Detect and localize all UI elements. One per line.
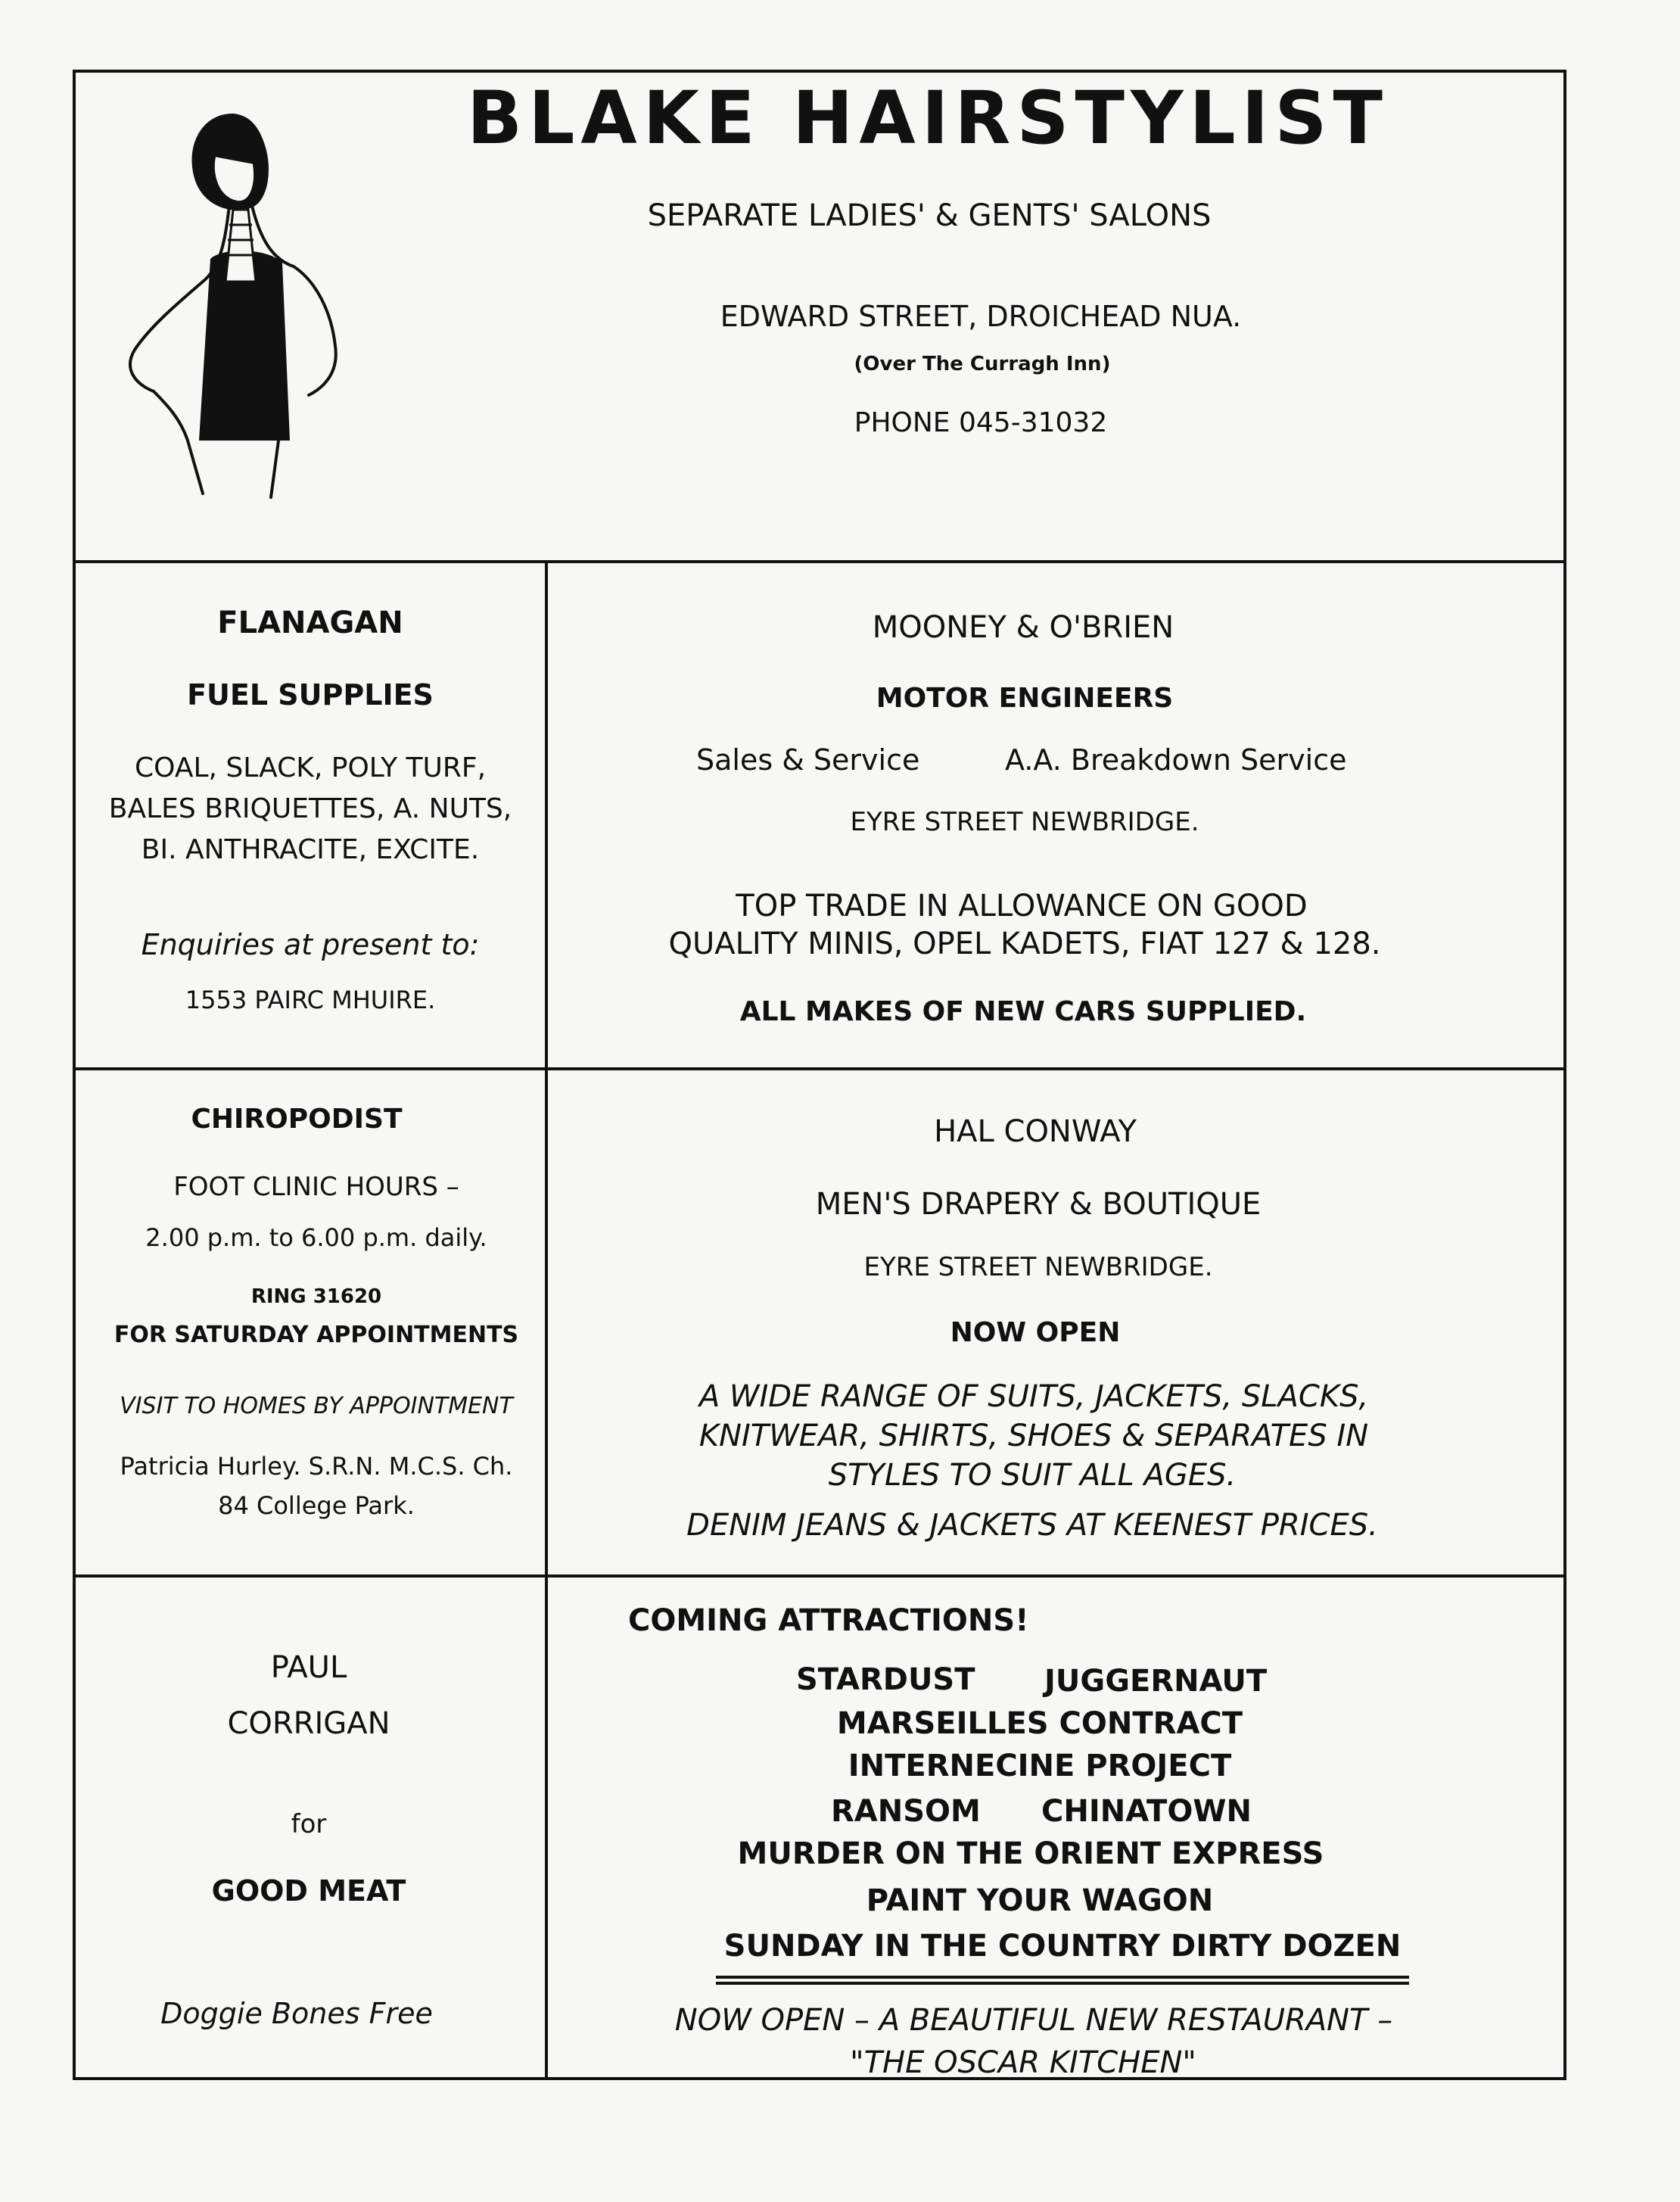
flanagan-products-2: BALES BRIQUETTES, A. NUTS,	[108, 793, 512, 824]
mooney-business: MOTOR ENGINEERS	[876, 683, 1174, 714]
corrigan-first: PAUL	[270, 1650, 347, 1685]
chiropodist-title: CHIROPODIST	[191, 1104, 403, 1135]
attractions-heading: COMING ATTRACTIONS!	[628, 1603, 1029, 1638]
attractions-wagon: PAINT YOUR WAGON	[866, 1883, 1214, 1918]
chiropodist-saturday: FOR SATURDAY APPOINTMENTS	[114, 1322, 519, 1348]
chiropodist-visits: VISIT TO HOMES BY APPOINTMENT	[120, 1393, 513, 1419]
blake-address: EDWARD STREET, DROICHEAD NUA.	[720, 300, 1242, 333]
flanagan-products-1: COAL, SLACK, POLY TURF,	[134, 752, 487, 783]
halconway-range-2: KNITWEAR, SHIRTS, SHOES & SEPARATES IN	[698, 1419, 1369, 1453]
blake-subtitle: SEPARATE LADIES' & GENTS' SALONS	[647, 198, 1212, 233]
attractions-restaurant: NOW OPEN – A BEAUTIFUL NEW RESTAURANT –	[674, 2003, 1393, 2038]
blake-note: (Over The Curragh Inn)	[854, 353, 1111, 375]
corrigan-bones: Doggie Bones Free	[160, 1997, 433, 2030]
attractions-internecine: INTERNECINE PROJECT	[848, 1749, 1232, 1783]
mooney-offer-1: TOP TRADE IN ALLOWANCE ON GOOD	[736, 889, 1308, 923]
halconway-address: EYRE STREET NEWBRIDGE.	[863, 1252, 1213, 1282]
divider-vertical	[545, 560, 548, 2080]
attractions-double-rule	[716, 1976, 1409, 1985]
chiropodist-name: Patricia Hurley. S.R.N. M.C.S. Ch.	[120, 1452, 513, 1481]
blake-title: BLAKE HAIRSTYLIST	[467, 76, 1389, 160]
divider-row3	[73, 1574, 1566, 1578]
mooney-offer-2: QUALITY MINIS, OPEL KADETS, FIAT 127 & 128.	[668, 927, 1381, 961]
attractions-chinatown: CHINATOWN	[1041, 1794, 1252, 1829]
halconway-range-3: STYLES TO SUIT ALL AGES.	[828, 1458, 1237, 1493]
mooney-supply: ALL MAKES OF NEW CARS SUPPLIED.	[739, 996, 1307, 1027]
chiropodist-hours: 2.00 p.m. to 6.00 p.m. daily.	[145, 1223, 487, 1252]
corrigan-for: for	[291, 1809, 327, 1839]
mooney-name: MOONEY & O'BRIEN	[872, 610, 1174, 645]
attractions-marseilles: MARSEILLES CONTRACT	[836, 1706, 1243, 1741]
flanagan-enquiries: Enquiries at present to:	[141, 928, 480, 961]
attractions-orient: MURDER ON THE ORIENT EXPRESS	[737, 1836, 1324, 1871]
attractions-ransom: RANSOM	[831, 1794, 981, 1829]
halconway-name: HAL CONWAY	[934, 1114, 1137, 1149]
mooney-sales: Sales & Service	[696, 743, 920, 777]
halconway-status: NOW OPEN	[950, 1317, 1121, 1348]
woman-illustration	[89, 85, 362, 509]
halconway-denim: DENIM JEANS & JACKETS AT KEENEST PRICES.	[686, 1508, 1378, 1543]
flanagan-name: FLANAGAN	[217, 606, 403, 640]
attractions-stardust: STARDUST	[796, 1662, 975, 1697]
attractions-sunday: SUNDAY IN THE COUNTRY DIRTY DOZEN	[723, 1929, 1402, 1964]
attractions-restaurant-name: "THE OSCAR KITCHEN"	[850, 2045, 1196, 2080]
halconway-business: MEN'S DRAPERY & BOUTIQUE	[815, 1187, 1262, 1222]
flanagan-business: FUEL SUPPLIES	[187, 678, 434, 712]
halconway-range-1: A WIDE RANGE OF SUITS, JACKETS, SLACKS,	[698, 1379, 1369, 1414]
divider-top	[73, 560, 1566, 563]
mooney-breakdown: A.A. Breakdown Service	[1005, 743, 1347, 777]
chiropodist-hours-label: FOOT CLINIC HOURS –	[173, 1172, 459, 1202]
corrigan-last: CORRIGAN	[227, 1706, 390, 1741]
chiropodist-ring: RING 31620	[250, 1285, 382, 1308]
flanagan-address: 1553 PAIRC MHUIRE.	[185, 986, 436, 1014]
blake-phone: PHONE 045-31032	[854, 407, 1108, 438]
attractions-juggernaut: JUGGERNAUT	[1044, 1664, 1268, 1699]
mooney-address: EYRE STREET NEWBRIDGE.	[850, 807, 1199, 837]
corrigan-meat: GOOD MEAT	[211, 1874, 406, 1908]
chiropodist-address: 84 College Park.	[218, 1491, 415, 1520]
flanagan-products-3: BI. ANTHRACITE, EXCITE.	[141, 834, 480, 865]
divider-row2	[73, 1067, 1566, 1070]
